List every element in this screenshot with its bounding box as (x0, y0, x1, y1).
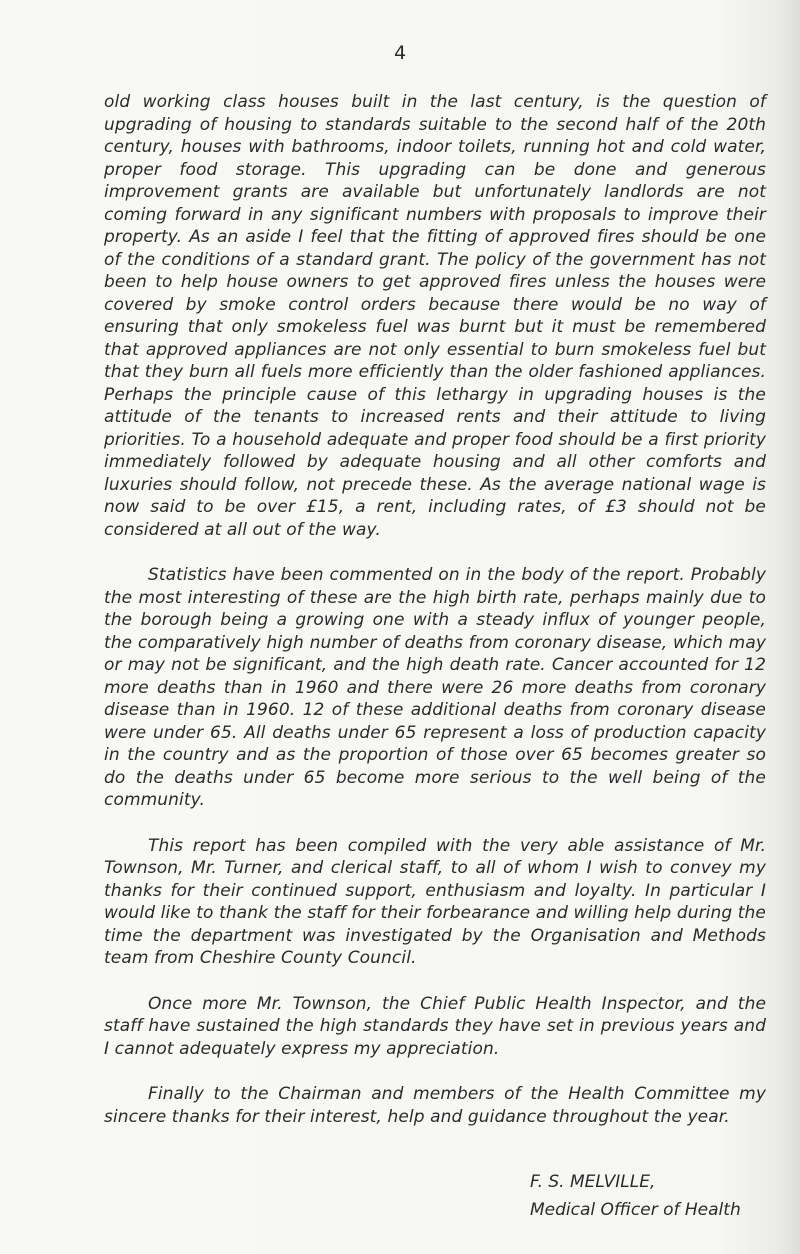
paragraph-appreciation: Once more Mr. Townson, the Chief Public Health Inspector, and the staff have sustained the high standards they have set in previous years and I cannot adequately express my appreciation. (104, 993, 766, 1059)
paragraph-acknowledgements: This report has been compiled with the very able assistance of Mr. Townson, Mr. Turner, and clerical staff, to all of whom I wish to convey my thanks for their continued support, enthusiasm and loyalty. In particular I would like to thank the staff for their forbearance and willing help during the time the department was investigated by the Organisation and Methods team from Cheshire County Council. (104, 835, 766, 968)
paragraph-statistics: Statistics have been commented on in the body of the report. Probably the most interesting of these are the high birth rate, perhaps mainly due to the borough being a growing one with a steady influx of younger people, the comparatively high number of deaths from coronary disease, which may or may not be significant, and the high death rate. Cancer accounted for 12 more deaths than in 1960 and there were 26 more deaths from coronary disease than in 1960. 12 of these additional deaths from coronary disease were under 65. All deaths under 65 represent a loss of production capacity in the country and as the proportion of those over 65 becomes greater so do the deaths under 65 become more serious to the well being of the community. (104, 565, 766, 810)
page-number: 4 (393, 42, 407, 64)
signature-title: Medical Officer of Health (530, 1200, 741, 1220)
report-body (104, 91, 766, 1151)
paragraph-housing: old working class houses built in the last century, is the question of upgrading of housing to standards suitable to the second half of the 20th century, houses with bathrooms, indoor toilets, running hot and cold water, proper food storage. This upgrading can be done and generous improvement grants are available but unfortunately landlords are not coming forward in any significant numbers with proposals to improve their property. As an aside I feel that the fitting of approved fires should be one of the conditions of a standard grant. The policy of the government has not been to help house owners to get approved fires unless the houses were covered by smoke control orders because there would be no way of ensuring that only smokeless fuel was burnt but it must be remembered that approved appliances are not only essential to burn smokeless fuel but that they burn all fuels more efficiently than the older fashioned appliances. Perhaps the principle cause of this lethargy in upgrading houses is the attitude of the tenants to increased rents and their attitude to living priorities. To a household adequate and proper food should be a first priority immediately followed by adequate housing and all other comforts and luxuries should follow, not precede these. As the average national wage is now said to be over £15, a rent, including rates, of £3 should not be considered at all out of the way. (104, 92, 766, 540)
signature-name: F. S. MELVILLE, (530, 1172, 656, 1192)
signature-block (530, 1168, 741, 1224)
paragraph-thanks: Finally to the Chairman and members of the Health Committee my sincere thanks for their interest, help and guidance throughout the year. (104, 1084, 766, 1127)
